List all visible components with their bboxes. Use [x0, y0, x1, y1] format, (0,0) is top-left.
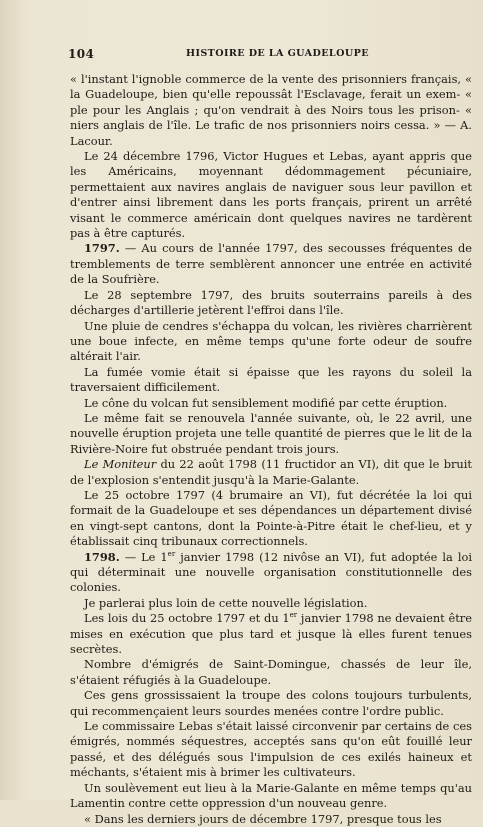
paragraph-text: Le 24 décembre 1796, Victor Hugues et Lebas, ayant appris que les Américains, moyennant dédommagement pécuniaire, permettaient aux navires anglais de naviguer sous leur pavillon et d'entrer ainsi librement dans les ports français, prirent un arrêté visant le commerce américain dont quelques navires ne tardèrent pas à être capturés. [70, 149, 472, 241]
paragraph-text: Le 28 septembre 1797, des bruits souterrains pareils à des décharges d'artillerie jetèrent l'effroi dans l'île. [70, 287, 472, 318]
paragraph [70, 149, 472, 241]
paragraph [70, 396, 472, 411]
paragraph-text: janvier 1798 (12 nivôse an VI), fut adoptée la loi qui déterminait une nouvelle organisation constitutionnelle des colonies. [70, 549, 472, 595]
paragraph-text: — Le 1 [119, 549, 168, 564]
paragraph-text: Le même fait se renouvela l'année suivante, où, le 22 avril, une nouvelle éruption projeta une telle quantité de pierres que le lit de la Rivière-Noire fut obstruée pendant trois jours. [70, 410, 472, 456]
paragraph-text: « l'instant l'ignoble commerce de la vente des prisonniers français, « la Guadeloupe, bien qu'elle repoussât l'Esclavage, ferait un exem- « ple pour les Anglais ; qu'on vendrait à des Noirs tous les prison- « niers anglais de l'île. Le trafic de nos prisonniers noirs cessa. » — A. Lacour. [70, 72, 472, 148]
paragraph [70, 319, 472, 365]
paragraph [70, 611, 472, 657]
newspaper-title: Le Moniteur [84, 457, 157, 472]
paragraph [70, 488, 472, 550]
page-header [62, 47, 472, 61]
page-body [70, 72, 472, 827]
paragraph [70, 596, 472, 611]
running-title: HISTOIRE DE LA GUADELOUPE [186, 48, 369, 59]
paragraph [70, 72, 472, 149]
paragraph [70, 719, 472, 781]
paragraph-text: Nombre d'émigrés de Saint-Domingue, chassés de leur île, s'étaient réfugiés à la Guadeloupe. [70, 657, 472, 687]
paragraph-text: Les lois du 25 octobre 1797 et du 1 [84, 611, 290, 626]
paragraph [70, 457, 472, 488]
paragraph-text: du 22 août 1798 (11 fructidor an VI), dit que le bruit de l'explosion s'entendit jusqu'à la Marie-Galante. [70, 457, 472, 487]
paragraph [70, 812, 472, 827]
year-heading: 1797. [84, 241, 120, 256]
year-heading: 1798. [84, 549, 120, 564]
paragraph-text: Le 25 octobre 1797 (4 brumaire an VI), fut décrétée la loi qui formait de la Guadeloupe et ses dépendances un département divisé en vingt-sept cantons, dont la Pointe-à-Pitre était le chef-lieu, et y établissait cinq tribunaux correctionnels. [70, 487, 472, 549]
ordinal-superscript: er [289, 611, 298, 620]
paragraph-text: Ces gens grossissaient la troupe des colons toujours turbulents, qui recommençaient leurs sourdes menées contre l'ordre public. [70, 688, 472, 718]
paragraph [70, 288, 472, 319]
paragraph-text: janvier 1798 ne devaient être mises en exécution que plus tard et jusque là elles furent tenues secrètes. [70, 611, 472, 657]
paragraph-text: « Dans les derniers jours de décembre 1797, presque tous les [84, 811, 442, 826]
paragraph [70, 241, 472, 287]
paragraph-text: — Au cours de l'année 1797, des secousses fréquentes de tremblements de terre semblèrent annoncer une entrée en activité de la Soufrière. [70, 241, 472, 287]
paragraph-text: Le commissaire Lebas s'était laissé circonvenir par certains de ces émigrés, nommés séquestres, acceptés sans qu'on eût fouillé leur passé, et des délégués sous l'impulsion de ces exilés haineux et méchants, s'étaient mis à brimer les cultivateurs. [70, 719, 472, 780]
paragraph [70, 781, 472, 812]
paragraph [70, 688, 472, 719]
paragraph [70, 365, 472, 396]
paragraph-text: Une pluie de cendres s'échappa du volcan, les rivières charrièrent une boue infecte, en même temps qu'une forte odeur de soufre altérait l'air. [70, 318, 472, 364]
paragraph [70, 411, 472, 457]
paragraph-text: Un soulèvement eut lieu à la Marie-Galante en même temps qu'au Lamentin contre cette oppression d'un nouveau genre. [70, 780, 472, 811]
paragraph [70, 657, 472, 688]
paragraph-text: Je parlerai plus loin de cette nouvelle législation. [84, 595, 368, 610]
paragraph [70, 550, 472, 596]
paragraph-text: Le cône du volcan fut sensiblement modifié par cette éruption. [84, 395, 448, 410]
ordinal-superscript: er [167, 549, 176, 558]
page-number: 104 [68, 47, 95, 61]
paragraph-text: La fumée vomie était si épaisse que les rayons du soleil la traversaient difficilement. [70, 364, 472, 395]
